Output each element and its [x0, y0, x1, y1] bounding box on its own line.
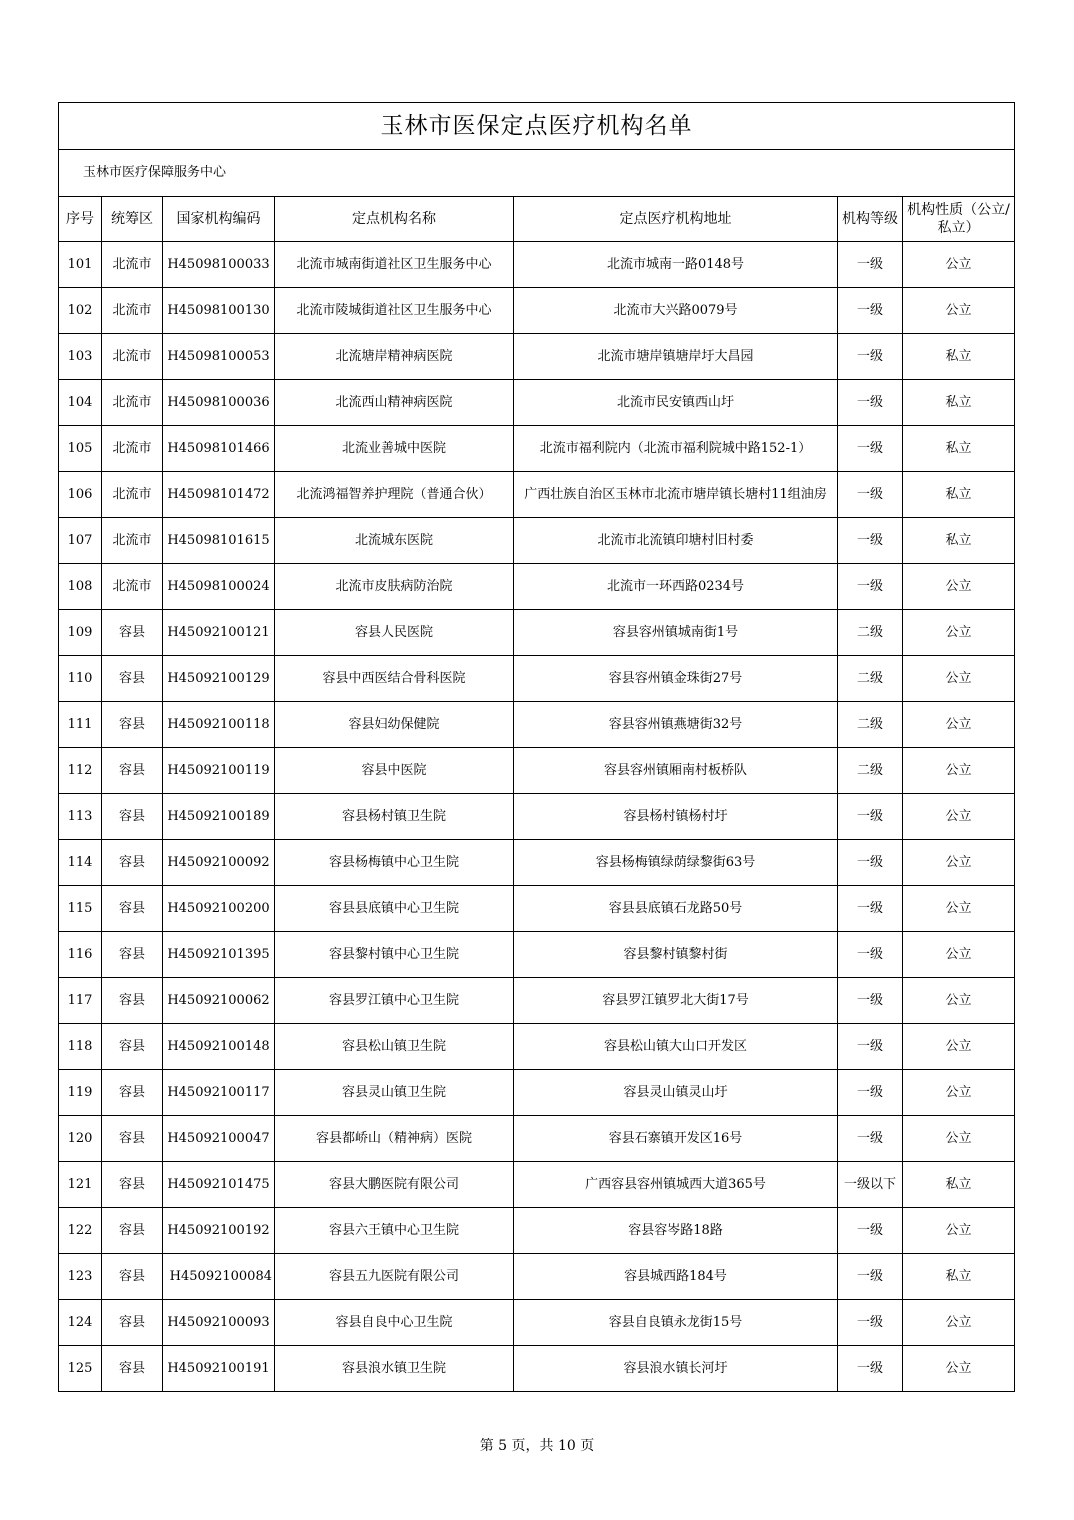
cell-address: 广西容县容州镇城西大道365号: [514, 1162, 838, 1208]
cell-nature: 私立: [903, 426, 1015, 472]
table-row: [59, 380, 1015, 426]
table-row: [59, 518, 1015, 564]
cell-nature: 公立: [903, 840, 1015, 886]
cell-address: 容县自良镇永龙街15号: [514, 1300, 838, 1346]
cell-level: 一级: [838, 242, 903, 288]
cell-nature: 公立: [903, 1116, 1015, 1162]
cell-region: 容县: [102, 1300, 163, 1346]
cell-name: 容县罗江镇中心卫生院: [275, 978, 514, 1024]
cell-address: 容县容州镇燕塘街32号: [514, 702, 838, 748]
cell-level: 一级以下: [838, 1162, 903, 1208]
cell-nature: 公立: [903, 1346, 1015, 1392]
cell-index: 108: [59, 564, 102, 610]
cell-name: 容县杨村镇卫生院: [275, 794, 514, 840]
cell-nature: 公立: [903, 564, 1015, 610]
cell-index: 113: [59, 794, 102, 840]
header-code: 国家机构编码: [163, 197, 275, 242]
cell-index: 110: [59, 656, 102, 702]
cell-code: H45092100092: [163, 840, 275, 886]
cell-address: 容县灵山镇灵山圩: [514, 1070, 838, 1116]
institution-table: [58, 102, 1015, 1392]
table-row: [59, 1208, 1015, 1254]
cell-region: 容县: [102, 1162, 163, 1208]
cell-region: 北流市: [102, 334, 163, 380]
cell-level: 一级: [838, 978, 903, 1024]
cell-level: 二级: [838, 656, 903, 702]
cell-level: 二级: [838, 748, 903, 794]
cell-index: 112: [59, 748, 102, 794]
cell-name: 容县都峤山（精神病）医院: [275, 1116, 514, 1162]
cell-index: 117: [59, 978, 102, 1024]
organization-name: 玉林市医疗保障服务中心: [59, 150, 1015, 197]
table-row: [59, 1300, 1015, 1346]
header-row: [59, 197, 1015, 242]
cell-address: 容县黎村镇黎村街: [514, 932, 838, 978]
cell-code: H45092100189: [163, 794, 275, 840]
cell-level: 二级: [838, 702, 903, 748]
table-row: [59, 978, 1015, 1024]
cell-level: 一级: [838, 840, 903, 886]
cell-level: 二级: [838, 610, 903, 656]
cell-address: 广西壮族自治区玉林市北流市塘岸镇长塘村11组油房: [514, 472, 838, 518]
cell-region: 容县: [102, 1024, 163, 1070]
cell-code: H45092100118: [163, 702, 275, 748]
cell-level: 一级: [838, 426, 903, 472]
table-row: [59, 886, 1015, 932]
cell-address: 容县杨梅镇绿荫绿黎街63号: [514, 840, 838, 886]
cell-region: 容县: [102, 1070, 163, 1116]
cell-name: 容县自良中心卫生院: [275, 1300, 514, 1346]
cell-name: 容县县底镇中心卫生院: [275, 886, 514, 932]
cell-address: 北流市福利院内（北流市福利院城中路152-1）: [514, 426, 838, 472]
cell-name: 容县妇幼保健院: [275, 702, 514, 748]
cell-name: 容县人民医院: [275, 610, 514, 656]
cell-index: 115: [59, 886, 102, 932]
cell-index: 120: [59, 1116, 102, 1162]
cell-index: 125: [59, 1346, 102, 1392]
page-footer: 第 5 页，共 10 页: [479, 1438, 595, 1454]
cell-nature: 私立: [903, 1162, 1015, 1208]
table-row: [59, 748, 1015, 794]
cell-name: 容县大鹏医院有限公司: [275, 1162, 514, 1208]
cell-name: 容县六王镇中心卫生院: [275, 1208, 514, 1254]
cell-index: 107: [59, 518, 102, 564]
cell-region: 北流市: [102, 288, 163, 334]
cell-region: 北流市: [102, 426, 163, 472]
cell-index: 104: [59, 380, 102, 426]
cell-level: 一级: [838, 1116, 903, 1162]
cell-address: 容县松山镇大山口开发区: [514, 1024, 838, 1070]
cell-index: 118: [59, 1024, 102, 1070]
cell-index: 109: [59, 610, 102, 656]
cell-code: H45092100129: [163, 656, 275, 702]
cell-level: 一级: [838, 1300, 903, 1346]
cell-region: 容县: [102, 1346, 163, 1392]
cell-address: 容县容州镇厢南村板桥队: [514, 748, 838, 794]
cell-address: 容县石寨镇开发区16号: [514, 1116, 838, 1162]
cell-code: H45098100024: [163, 564, 275, 610]
cell-code: H45092100047: [163, 1116, 275, 1162]
cell-code: H45092100084: [163, 1254, 275, 1300]
cell-index: 114: [59, 840, 102, 886]
cell-address: 北流市北流镇印塘村旧村委: [514, 518, 838, 564]
cell-level: 一级: [838, 288, 903, 334]
cell-address: 容县容州镇金珠街27号: [514, 656, 838, 702]
table-row: [59, 1254, 1015, 1300]
cell-address: 容县县底镇石龙路50号: [514, 886, 838, 932]
cell-level: 一级: [838, 1346, 903, 1392]
cell-index: 124: [59, 1300, 102, 1346]
cell-name: 北流市城南街道社区卫生服务中心: [275, 242, 514, 288]
cell-name: 北流市陵城街道社区卫生服务中心: [275, 288, 514, 334]
cell-code: H45092100117: [163, 1070, 275, 1116]
cell-nature: 公立: [903, 978, 1015, 1024]
cell-code: H45098101472: [163, 472, 275, 518]
table-row: [59, 1346, 1015, 1392]
cell-region: 容县: [102, 1116, 163, 1162]
cell-level: 一级: [838, 794, 903, 840]
cell-name: 容县中西医结合骨科医院: [275, 656, 514, 702]
cell-index: 106: [59, 472, 102, 518]
cell-name: 北流鸿福智养护理院（普通合伙）: [275, 472, 514, 518]
cell-region: 容县: [102, 840, 163, 886]
header-region: 统筹区: [102, 197, 163, 242]
cell-nature: 公立: [903, 1024, 1015, 1070]
cell-code: H45092101395: [163, 932, 275, 978]
cell-nature: 公立: [903, 656, 1015, 702]
cell-name: 容县杨梅镇中心卫生院: [275, 840, 514, 886]
table-row: [59, 932, 1015, 978]
cell-name: 北流西山精神病医院: [275, 380, 514, 426]
table-row: [59, 426, 1015, 472]
cell-index: 119: [59, 1070, 102, 1116]
cell-nature: 公立: [903, 748, 1015, 794]
cell-name: 北流塘岸精神病医院: [275, 334, 514, 380]
cell-address: 北流市大兴路0079号: [514, 288, 838, 334]
cell-level: 一级: [838, 380, 903, 426]
cell-code: H45098100130: [163, 288, 275, 334]
cell-name: 容县五九医院有限公司: [275, 1254, 514, 1300]
cell-name: 容县中医院: [275, 748, 514, 794]
cell-level: 一级: [838, 472, 903, 518]
table-row: [59, 334, 1015, 380]
cell-nature: 私立: [903, 472, 1015, 518]
cell-index: 103: [59, 334, 102, 380]
cell-index: 116: [59, 932, 102, 978]
document-title: 玉林市医保定点医疗机构名单: [59, 103, 1015, 150]
cell-address: 北流市塘岸镇塘岸圩大昌园: [514, 334, 838, 380]
cell-region: 北流市: [102, 564, 163, 610]
cell-address: 容县容岑路18路: [514, 1208, 838, 1254]
table-row: [59, 610, 1015, 656]
table-row: [59, 1024, 1015, 1070]
cell-code: H45098100033: [163, 242, 275, 288]
cell-region: 北流市: [102, 472, 163, 518]
table-row: [59, 472, 1015, 518]
cell-code: H45092100200: [163, 886, 275, 932]
cell-level: 一级: [838, 564, 903, 610]
cell-region: 北流市: [102, 242, 163, 288]
cell-name: 容县黎村镇中心卫生院: [275, 932, 514, 978]
cell-code: H45092100191: [163, 1346, 275, 1392]
cell-region: 容县: [102, 702, 163, 748]
cell-address: 北流市一环西路0234号: [514, 564, 838, 610]
cell-region: 容县: [102, 1254, 163, 1300]
cell-address: 容县城西路184号: [514, 1254, 838, 1300]
header-index: 序号: [59, 197, 102, 242]
cell-nature: 公立: [903, 1208, 1015, 1254]
cell-nature: 公立: [903, 886, 1015, 932]
cell-code: H45092100192: [163, 1208, 275, 1254]
header-nature: 机构性质（公立/私立）: [903, 197, 1015, 242]
cell-level: 一级: [838, 1070, 903, 1116]
cell-region: 北流市: [102, 380, 163, 426]
table-row: [59, 1070, 1015, 1116]
cell-region: 容县: [102, 656, 163, 702]
cell-nature: 公立: [903, 1070, 1015, 1116]
table-row: [59, 242, 1015, 288]
cell-code: H45092101475: [163, 1162, 275, 1208]
cell-nature: 公立: [903, 932, 1015, 978]
cell-code: H45092100119: [163, 748, 275, 794]
cell-region: 容县: [102, 932, 163, 978]
cell-code: H45098101615: [163, 518, 275, 564]
table-row: [59, 840, 1015, 886]
cell-code: H45092100093: [163, 1300, 275, 1346]
cell-level: 一级: [838, 518, 903, 564]
cell-nature: 私立: [903, 1254, 1015, 1300]
cell-address: 北流市民安镇西山圩: [514, 380, 838, 426]
cell-code: H45098101466: [163, 426, 275, 472]
cell-index: 121: [59, 1162, 102, 1208]
cell-region: 容县: [102, 610, 163, 656]
cell-index: 105: [59, 426, 102, 472]
cell-index: 123: [59, 1254, 102, 1300]
cell-code: H45092100121: [163, 610, 275, 656]
cell-nature: 公立: [903, 288, 1015, 334]
cell-code: H45092100148: [163, 1024, 275, 1070]
cell-level: 一级: [838, 1208, 903, 1254]
cell-nature: 私立: [903, 334, 1015, 380]
table-row: [59, 288, 1015, 334]
cell-address: 容县罗江镇罗北大街17号: [514, 978, 838, 1024]
cell-region: 容县: [102, 886, 163, 932]
header-address: 定点医疗机构地址: [514, 197, 838, 242]
header-level: 机构等级: [838, 197, 903, 242]
cell-code: H45098100053: [163, 334, 275, 380]
cell-level: 一级: [838, 886, 903, 932]
cell-index: 111: [59, 702, 102, 748]
cell-name: 容县浪水镇卫生院: [275, 1346, 514, 1392]
table-row: [59, 656, 1015, 702]
cell-level: 一级: [838, 334, 903, 380]
cell-region: 容县: [102, 748, 163, 794]
cell-name: 容县灵山镇卫生院: [275, 1070, 514, 1116]
cell-nature: 公立: [903, 610, 1015, 656]
cell-index: 102: [59, 288, 102, 334]
table-row: [59, 564, 1015, 610]
cell-name: 北流业善城中医院: [275, 426, 514, 472]
cell-nature: 私立: [903, 518, 1015, 564]
cell-nature: 公立: [903, 702, 1015, 748]
cell-name: 北流城东医院: [275, 518, 514, 564]
table-row: [59, 1162, 1015, 1208]
cell-nature: 公立: [903, 242, 1015, 288]
cell-address: 容县浪水镇长河圩: [514, 1346, 838, 1392]
cell-region: 容县: [102, 794, 163, 840]
table-row: [59, 794, 1015, 840]
header-name: 定点机构名称: [275, 197, 514, 242]
cell-nature: 公立: [903, 794, 1015, 840]
cell-code: H45092100062: [163, 978, 275, 1024]
cell-code: H45098100036: [163, 380, 275, 426]
cell-level: 一级: [838, 1254, 903, 1300]
cell-address: 容县容州镇城南街1号: [514, 610, 838, 656]
cell-name: 北流市皮肤病防治院: [275, 564, 514, 610]
cell-level: 一级: [838, 1024, 903, 1070]
cell-index: 122: [59, 1208, 102, 1254]
cell-region: 容县: [102, 1208, 163, 1254]
table-row: [59, 1116, 1015, 1162]
cell-nature: 私立: [903, 380, 1015, 426]
cell-region: 容县: [102, 978, 163, 1024]
cell-region: 北流市: [102, 518, 163, 564]
table-row: [59, 702, 1015, 748]
cell-nature: 公立: [903, 1300, 1015, 1346]
cell-address: 北流市城南一路0148号: [514, 242, 838, 288]
cell-address: 容县杨村镇杨村圩: [514, 794, 838, 840]
cell-level: 一级: [838, 932, 903, 978]
cell-index: 101: [59, 242, 102, 288]
cell-name: 容县松山镇卫生院: [275, 1024, 514, 1070]
